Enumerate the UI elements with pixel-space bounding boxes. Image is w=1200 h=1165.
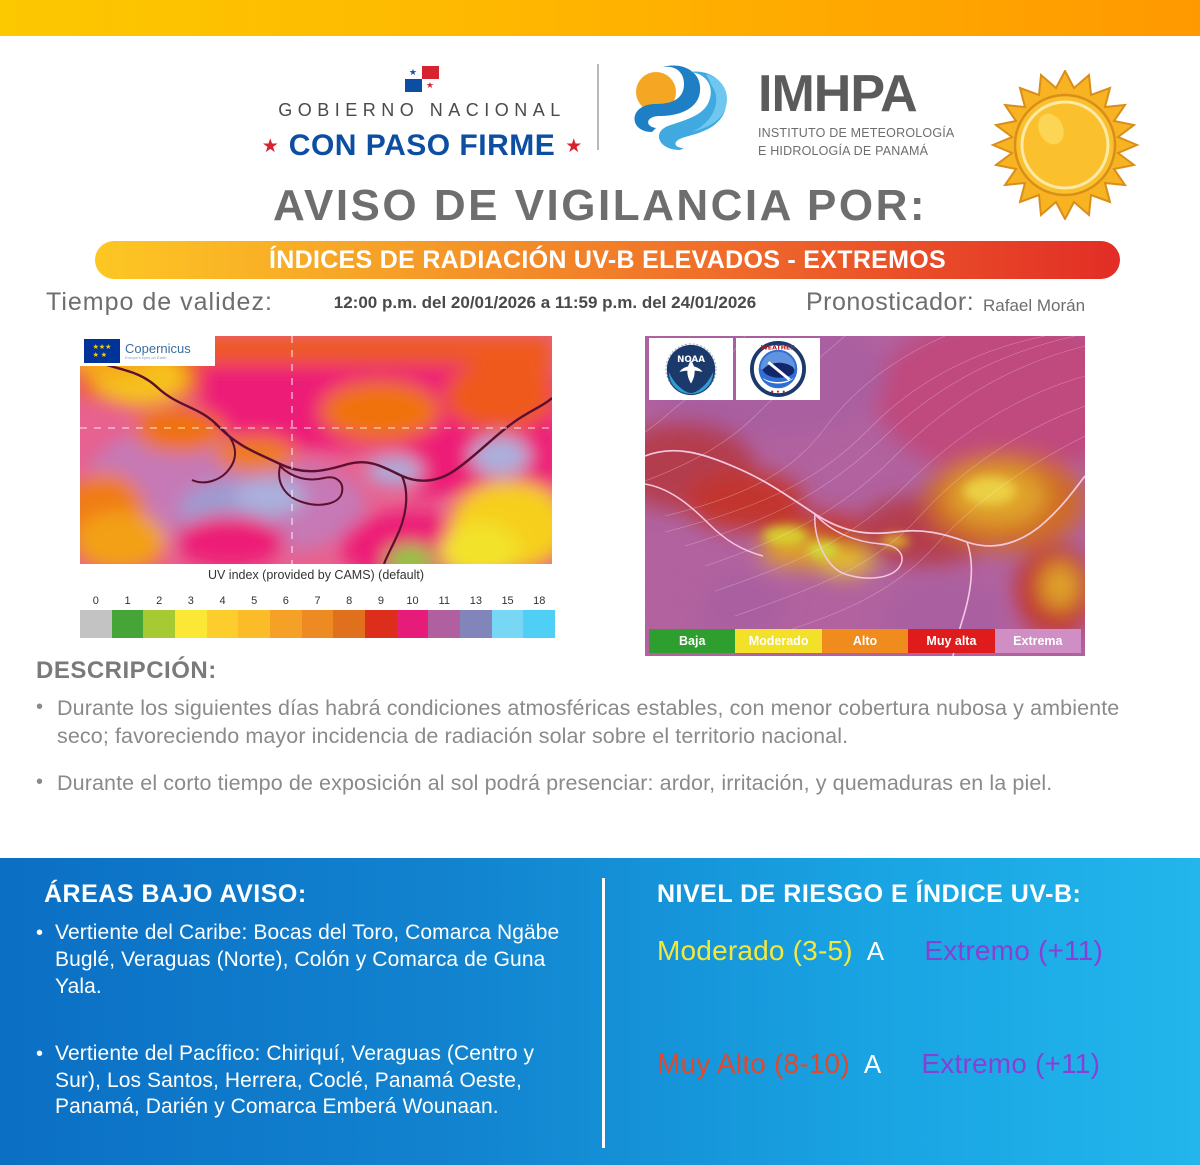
government-line2: CON PASO FIRME — [288, 129, 556, 162]
description-text: Durante el corto tiempo de exposición al sol podrá presenciar: ardor, irritación, y quemaduras en la piel. — [57, 770, 1053, 795]
validity-label: Tiempo de validez: — [46, 288, 273, 316]
title-banner — [95, 241, 1120, 279]
area-text: Vertiente del Pacífico: Chiriquí, Veraguas (Centro y Sur), Los Santos, Herrera, Coclé, Panamá Oeste, Panamá, Darién y Comarca Emberá Wounaan. — [55, 1041, 535, 1119]
noaa-nws-logos — [649, 338, 820, 400]
svg-text:WEATHER: WEATHER — [760, 344, 796, 352]
imhpa-logo-icon — [622, 60, 752, 155]
areas-title: ÁREAS BAJO AVISO: — [44, 880, 307, 908]
risk-title: NIVEL DE RIESGO E ÍNDICE UV-B: — [657, 880, 1082, 908]
description-text: Durante los siguientes días habrá condiciones atmosféricas estables, con menor cobertura nubosa y ambiente seco; favoreciendo mayor incidencia de radiación solar sobre el territorio nacional. — [57, 696, 1120, 749]
header — [0, 36, 1200, 176]
uv-scale-band — [365, 610, 397, 638]
uv-scale-band — [175, 610, 207, 638]
uv-scale-tick: 4 — [219, 595, 226, 607]
copernicus-wordmark: Copernicus — [125, 341, 191, 356]
description-item — [36, 769, 1161, 797]
risk-legend-item: Alto — [822, 629, 908, 653]
top-accent-bar — [0, 0, 1200, 36]
validity-value: 12:00 p.m. del 20/01/2026 a 11:59 p.m. del 24/01/2026 — [333, 293, 757, 312]
uv-scale-tick: 15 — [501, 595, 514, 607]
eu-flag-icon: ★★★ ★ ★ — [84, 339, 120, 363]
risk-row — [657, 935, 1103, 967]
uv-scale-tick: 11 — [438, 595, 450, 607]
risk-connector-label: A — [863, 1049, 882, 1079]
uv-color-scale — [80, 592, 555, 638]
forecaster-name: Rafael Morán — [983, 296, 1086, 315]
uv-scale-band — [112, 610, 144, 638]
uv-scale-band — [397, 610, 429, 638]
star-left-icon: ★ — [261, 135, 279, 157]
footer-divider — [602, 878, 605, 1148]
uv-scale-tick: 13 — [469, 595, 483, 607]
uv-scale-band — [523, 610, 555, 638]
panama-flag-icon — [405, 66, 439, 92]
star-right-icon: ★ — [565, 135, 583, 157]
uv-scale-band — [238, 610, 270, 638]
risk-legend-item: Extrema — [995, 629, 1081, 653]
page-title: AVISO DE VIGILANCIA POR: — [272, 181, 928, 230]
uv-scale-band — [333, 610, 365, 638]
footer — [0, 858, 1200, 1165]
risk-legend-item: Baja — [649, 629, 735, 653]
uv-scale-band — [302, 610, 334, 638]
bullet-icon: • — [36, 696, 44, 718]
government-logo — [261, 66, 583, 163]
uv-scale-tick: 6 — [282, 595, 289, 607]
risk-to-label: Extremo (+11) — [921, 1048, 1101, 1079]
area-item — [36, 920, 581, 1001]
description-item — [36, 694, 1161, 751]
national-weather-service-logo-icon — [736, 338, 820, 400]
uv-scale-tick: 5 — [251, 595, 258, 607]
copernicus-tagline: Europe's eyes on Earth — [125, 355, 167, 360]
risk-legend — [649, 629, 1081, 653]
copernicus-logo — [80, 336, 215, 366]
risk-legend-item: Muy alta — [908, 629, 994, 653]
svg-text:• • •: • • • — [770, 390, 786, 397]
uv-scale-tick: 9 — [377, 595, 384, 607]
uv-scale-band — [460, 610, 492, 638]
uv-scale-tick: 10 — [406, 595, 419, 607]
risk-legend-item: Moderado — [735, 629, 821, 653]
area-text: Vertiente del Caribe: Bocas del Toro, Comarca Ngäbe Buglé, Veraguas (Norte), Colón y Comarca de Guna Yala. — [55, 921, 560, 998]
uv-scale-band — [428, 610, 460, 638]
risk-from-label: Muy Alto (8-10) — [657, 1048, 850, 1079]
uv-scale-bars — [80, 610, 555, 638]
uv-scale-tick: 1 — [124, 595, 131, 607]
uv-scale-tick: 3 — [187, 595, 194, 607]
svg-text:NOAA: NOAA — [677, 355, 705, 366]
description-title: DESCRIPCIÓN: — [36, 657, 217, 684]
header-divider — [597, 64, 599, 150]
institute-subtitle-line2: E HIDROLOGÍA DE PANAMÁ — [758, 144, 929, 159]
uv-scale-tick: 7 — [314, 595, 321, 607]
institute-subtitle-line1: INSTITUTO DE METEOROLOGÍA — [758, 126, 955, 140]
noaa-logo-icon — [649, 338, 733, 400]
uv-scale-band — [270, 610, 302, 638]
bullet-icon: • — [36, 922, 44, 944]
uv-map-caption: UV index (provided by CAMS) (default) — [207, 568, 425, 582]
areas-list — [36, 920, 581, 1161]
title-banner-label: ÍNDICES DE RADIACIÓN UV-B ELEVADOS - EXTREMOS — [269, 245, 946, 274]
uv-scale-tick: 18 — [533, 595, 546, 607]
uv-scale-band — [80, 610, 112, 638]
description-list — [36, 694, 1161, 815]
uv-scale-ticks — [80, 592, 555, 610]
government-line1: GOBIERNO NACIONAL — [278, 100, 566, 120]
risk-connector-label: A — [866, 936, 885, 966]
uv-scale-band — [207, 610, 239, 638]
uv-scale-tick: 0 — [92, 595, 99, 607]
uv-scale-band — [492, 610, 524, 638]
risk-row — [657, 1048, 1100, 1080]
uv-index-map — [80, 336, 552, 564]
uv-scale-band — [143, 610, 175, 638]
imhpa-title-block — [758, 65, 955, 160]
uv-scale-tick: 2 — [156, 595, 163, 607]
area-item — [36, 1041, 581, 1122]
forecaster-label: Pronosticador: — [806, 288, 975, 316]
risk-to-label: Extremo (+11) — [924, 935, 1104, 966]
uv-scale-tick: 8 — [346, 595, 353, 607]
risk-from-label: Moderado (3-5) — [657, 935, 853, 966]
institute-acronym: IMHPA — [758, 65, 917, 123]
bullet-icon: • — [36, 1042, 44, 1065]
bullet-icon: • — [36, 770, 44, 793]
